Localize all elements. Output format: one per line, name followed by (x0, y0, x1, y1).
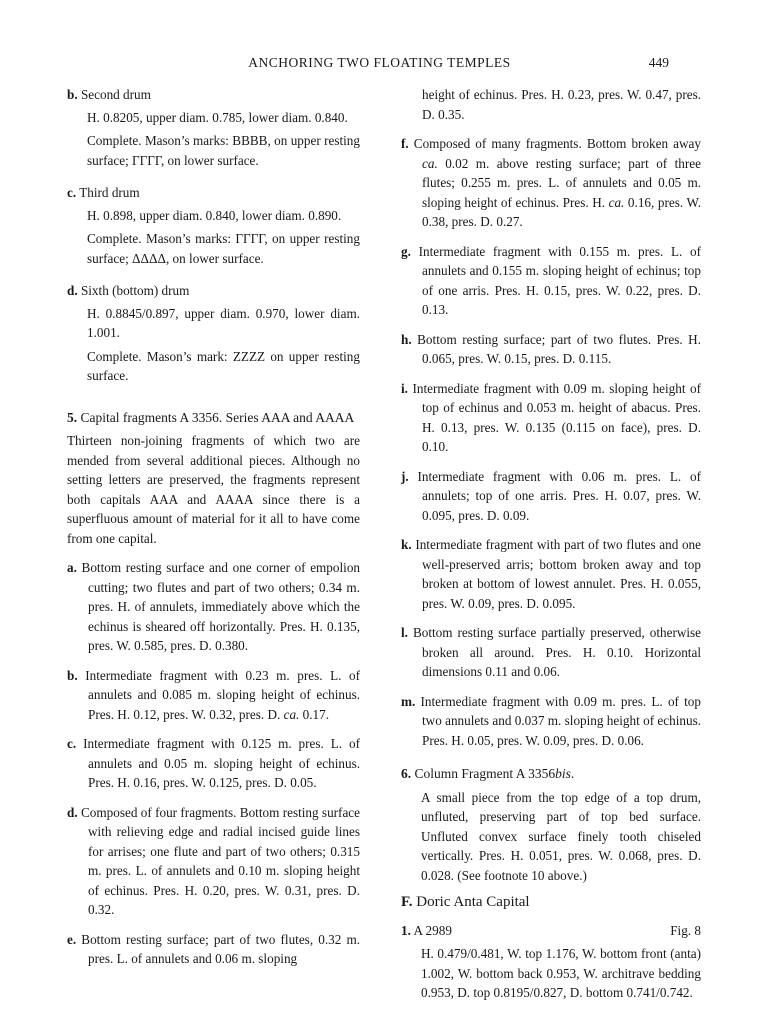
fragment-a: a. Bottom resting surface and one corner of empolion cutting; two flutes and part of two others; 0.34 m. pres. H. of annulets, immediately above which the echinus is sheared off horizontally. Pres. H. 0.135, pres. W. 0.585, pres. D. 0.380. (67, 560, 361, 653)
fragment-i: i. Intermediate fragment with 0.09 m. sloping height of top of echinus and 0.053 m. height of abacus. Pres. H. 0.13, pres. W. 0.135 (0.115 on face), pres. D. 0.10. (401, 380, 702, 454)
left-column (67, 85, 360, 969)
page-header (0, 55, 759, 75)
drum-b-note: Complete. Mason’s marks: BBBB, on upper resting surface; ΓΓΓΓ, on lower surface. (87, 133, 360, 168)
fragment-g: g. Intermediate fragment with 0.155 m. pres. L. of annulets and 0.155 m. sloping height of echinus; top of one arris. Pres. H. 0.15, pres. W. 0.22, pres. D. 0.13. (401, 243, 701, 317)
fragment-m: m. Intermediate fragment with 0.09 m. pres. L. of top two annulets and 0.037 m. sloping height of echinus. Pres. H. 0.05, pres. W. 0.09, pres. D. 0.06. (401, 693, 701, 748)
catalog-number: A 2989 (413, 922, 452, 938)
fragment-h: h. Bottom resting surface; part of two flutes. Pres. H. 0.065, pres. W. 0.15, pres. D. 0.115. (401, 331, 701, 366)
section-f-heading: F. Doric Anta Capital (401, 894, 530, 910)
subsection-heading-b: b. Second drum (67, 87, 151, 102)
fragment-c: c. Intermediate fragment with 0.125 m. pres. L. of annulets and 0.05 m. sloping height of echinus. Pres. H. 0.16, pres. W. 0.125, pres. D. 0.05. (67, 736, 360, 790)
subsection-heading-d: d. Sixth (bottom) drum (67, 283, 190, 298)
page-number: 449 (648, 55, 669, 70)
drum-c-dimensions: H. 0.898, upper diam. 0.840, lower diam. 0.890. (87, 207, 342, 223)
fragment-j: j. Intermediate fragment with 0.06 m. pres. L. of annulets; top of one arris. Pres. H. 0.07, pres. W. 0.095, pres. D. 0.09. (401, 468, 701, 523)
section-6-heading: 6. Column Fragment A 3356bis. (401, 766, 575, 781)
right-column (401, 85, 701, 1003)
section-5-intro: Thirteen non-joining fragments of which two are mended from several additional pieces. Although no setting letters are preserved, the fragments represent both capitals AAA and AAAA since there is a superfluous amount of material for it all to have come from one capital. (67, 433, 360, 546)
running-title: ANCHORING TWO FLOATING TEMPLES (248, 55, 511, 70)
drum-d-dimensions: H. 0.8845/0.897, upper diam. 0.970, lower diam. 1.001. (87, 305, 360, 340)
section-5-heading: 5. Capital fragments A 3356. Series AAA and AAAA (67, 409, 355, 425)
fragment-l: l. Bottom resting surface partially preserved, otherwise broken all around. Pres. H. 0.10. Horizontal dimensions 0.11 and 0.06. (401, 625, 702, 679)
section-6-text: A small piece from the top edge of a top drum, unfluted, preserving part of top bed surface. Unfluted convex surface finely tooth chiseled vertically. Pres. H. 0.051, pres. W. 0.068, pres. D. 0.028. (See footnote 10 above.) (421, 789, 701, 883)
entry-1-dimensions: H. 0.479/0.481, W. top 1.176, W. bottom front (anta) 1.002, W. bottom back 0.953, W. architrave bedding 0.953, D. top 0.8195/0.827, D. bottom 0.741/0.742. (421, 946, 701, 1000)
fragment-e-continued: height of echinus. Pres. H. 0.23, pres. W. 0.47, pres. D. 0.35. (422, 87, 701, 122)
drum-c-note: Complete. Mason’s marks: ΓΓΓΓ, on upper resting surface; ΔΔΔΔ, on lower surface. (87, 231, 360, 266)
fragment-e: e. Bottom resting surface; part of two flutes, 0.32 m. pres. L. of annulets and 0.06 m. sloping (67, 931, 361, 966)
figure-reference: Fig. 8 (670, 922, 701, 938)
drum-d-note: Complete. Mason’s mark: ZZZZ on upper resting surface. (87, 348, 360, 383)
drum-b-dimensions: H. 0.8205, upper diam. 0.785, lower diam. 0.840. (87, 109, 348, 125)
entry-1-heading: 1. A 2989 Fig. 8 (401, 921, 701, 941)
fragment-f: f. Composed of many fragments. Bottom broken away ca. 0.02 m. above resting surface; part of three flutes; 0.255 m. pres. L. of annulets and 0.05 m. sloping height of echinus. Pres. H. ca. 0.16, pres. W. 0.38, pres. D. 0.27. (401, 136, 701, 229)
subsection-heading-c: c. Third drum (67, 185, 140, 200)
fragment-d: d. Composed of four fragments. Bottom resting surface with relieving edge and radial incised guide lines for arrises; one flute and part of two others; 0.315 m. pres. L. of annulets and 0.10 m. sloping height of echinus. Pres. H. 0.20, pres. W. 0.31, pres. D. 0.32. (67, 804, 361, 917)
fragment-k: k. Intermediate fragment with part of two flutes and one well-preserved arris; bottom broken away and top broken at bottom of lowest annulet. Pres. H. 0.055, pres. W. 0.09, pres. D. 0.095. (401, 537, 701, 611)
fragment-b: b. Intermediate fragment with 0.23 m. pres. L. of annulets and 0.085 m. sloping height of echinus. Pres. H. 0.12, pres. W. 0.32, pres. D. ca. 0.17. (67, 667, 361, 722)
